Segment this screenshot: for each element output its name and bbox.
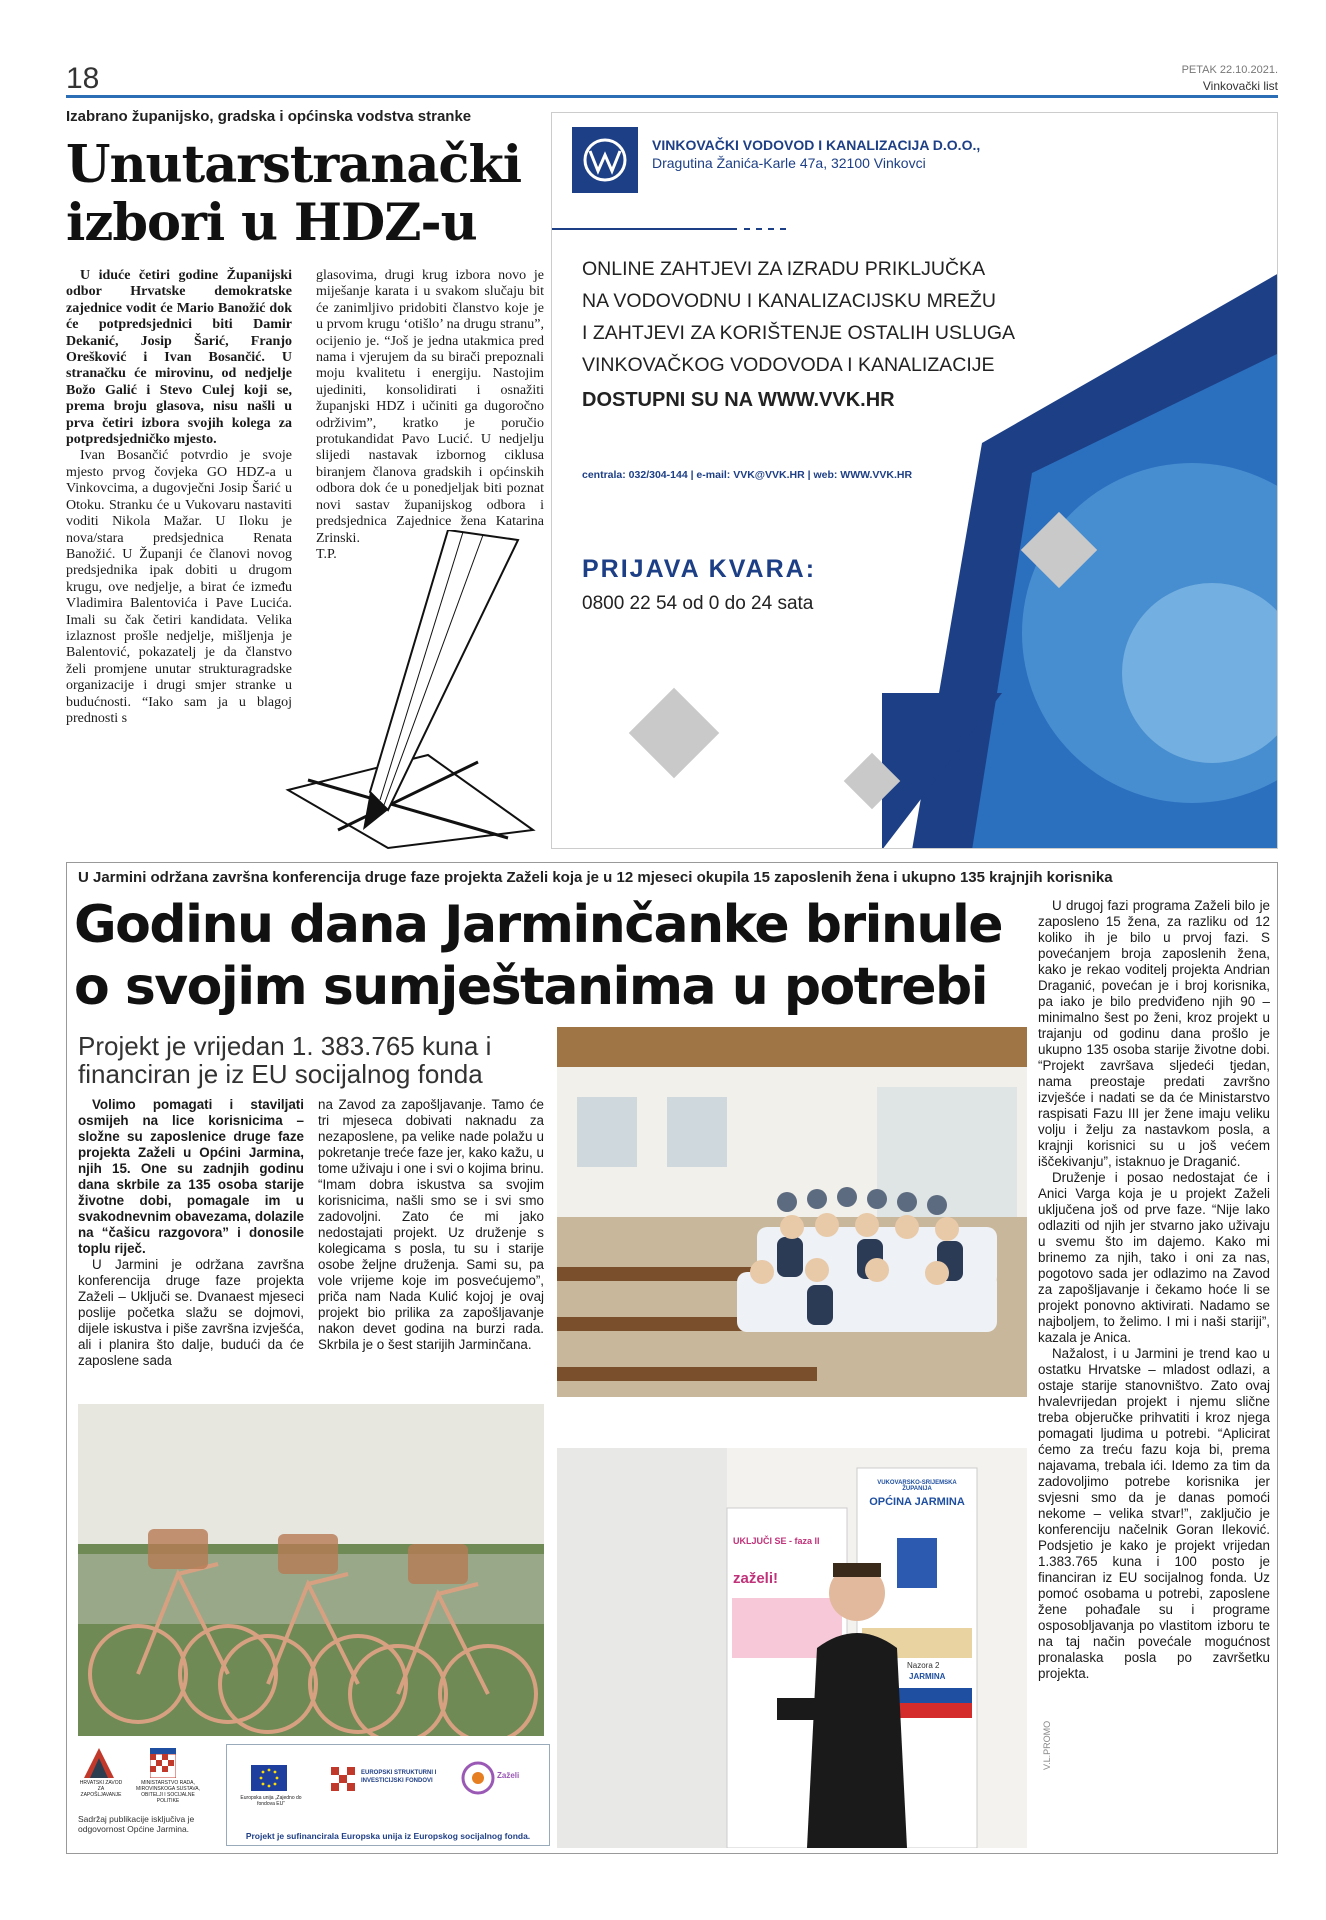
article2-column-1: [78, 1097, 304, 1369]
article1-lead: U iduće četiri godine Županijski odbor Hrvatske demokratske zajednice vodit će Mario Banožić dok će potpredsjednici biti Damir Dekanić, Josip Šarić, Franjo Orešković i Ivan Bosančić. U stranačku će mirovinu, od nedjelje Božo Galić i Stevo Culej koji se, prema broju glasova, nisu našli u prva četiri izbora svojih kolega za potpredsjedničko mjesto.: [66, 268, 292, 448]
vvk-company: VINKOVAČKI VODOVOD I KANALIZACIJA D.O.O.,: [652, 137, 981, 153]
speaker-photo: [557, 1448, 1027, 1848]
vvk-cta[interactable]: DOSTUPNI SU NA WWW.VVK.HR: [582, 389, 895, 411]
article1-body-1: Ivan Bosančić potvrdio je svoje mjesto prvog čovjeka GO HDZ-a u Vinkovcima, a dugovječni Josip Šarić u Otoku. Stranku će u Vukovaru nastaviti voditi Nikola Mažar. U Iloku je nova/stara predsjednica Renata Banožić. U Županji će članovi novog predsjednika ipak dobiti u drugom krugu, ove nedjelje, a birat će između Vladimira Balentovića i Pave Lucića. Imali su čak četiri kandidata. Velika izlaznost prošle nedjelje, mišljenja je Balentović, pokazatelj je da članstvo želi promjene unutar strukturagradske organizacije i drugi smjer stranke u budućnosti. “Iako sam ja u blagoj prednosti s: [66, 448, 292, 726]
article2-title: Godinu dana Jarminčanke brinule o svojim sumještanima u potrebi: [74, 895, 1003, 1017]
article2-lead: Volimo pomagati i staviljati osmijeh na lice korisnicima – složne su zaposlenice druge faze projekta Zaželi u Općini Jarmina, njih 15. One su zadnjih godinu dana skrbile za 135 osoba starije životne dobi, pomagale im u svakodnevnim obavezama, dolazile na “čašicu razgovora” i donosile toplu riječ.: [78, 1097, 304, 1256]
zazeli-label: Zaželi: [497, 1771, 520, 1780]
esif-label: EUROPSKI STRUKTURNI I INVESTICIJSKI FONDOVI: [361, 1770, 437, 1784]
vvk-report-phone: 0800 22 54 od 0 do 24 sata: [582, 593, 814, 614]
eu-funding-box: [226, 1744, 550, 1846]
poster-municipality: OPĆINA JARMINA: [869, 1496, 965, 1508]
poster-town: JARMINA: [909, 1672, 946, 1681]
croatia-coat-of-arms-icon: [150, 1748, 176, 1778]
header-rule: [66, 95, 1278, 98]
vvk-contacts: centrala: 032/304-144 | e-mail: VVK@VVK.HR | web: WWW.VVK.HR: [582, 469, 913, 481]
article2-subtitle: Projekt je vrijedan 1. 383.765 kuna i financiran je iz EU socijalnog fonda: [78, 1031, 492, 1089]
hzz-logo-icon: [84, 1748, 114, 1778]
article1-kicker: Izabrano županijsko, gradska i općinska vodstva stranke: [66, 108, 472, 125]
poster-address: Nazora 2: [907, 1661, 940, 1670]
vvk-logo-icon: [572, 127, 638, 193]
disclaimer: Sadržaj publikacije isključiva je odgovornost Općine Jarmina.: [78, 1814, 195, 1834]
vvk-report-title: PRIJAVA KVARA:: [582, 555, 817, 583]
ministry-label: MINISTARSTVO RADA, MIROVINSKOGA SUSTAVA, OBITELJI I SOCIJALNE POLITIKE: [136, 1780, 200, 1804]
poster-county: VUKOVARSKO-SRIJEMSKA ŽUPANIJA: [877, 1480, 957, 1492]
article2-kicker: U Jarmini održana završna konferencija druge faze projekta Zaželi koja je u 12 mjeseci okupila 15 zaposlenih žena i ukupno 135 krajnjih korisnika: [78, 869, 1113, 886]
bicycles-photo: [78, 1404, 544, 1736]
article1-signature: T.P.: [316, 546, 337, 562]
ballot-pencil-illustration: [278, 530, 548, 850]
vvk-services: ONLINE ZAHTJEVI ZA IZRADU PRIKLJUČKA NA VODOVODNU I KANALIZACIJSKU MREŽU I ZAHTJEVI ZA KORIŠTENJE OSTALIH USLUGA VINKOVAČKOG VODOVODA I KANALIZACIJE: [582, 258, 1016, 376]
article2-p2: U Jarmini je održana završna konferencija druge faze projekta Zaželi – Uključi se. Dvanaest mjeseci poslije početka slažu se dojmovi, dijele iskustva i piše završna izvješća, ali i planira što dalje, budući da će zaposlene sada: [78, 1257, 304, 1368]
photo-credit: V.L.PROMO: [1042, 1720, 1052, 1770]
article2-p4: U drugoj fazi programa Zaželi bilo je zaposleno 15 žena, za razliku od 12 koliko ih je bilo u prvoj fazi. S povećanjem broja zaposlenih žena, kako je rekao voditelj projekta Andrian Draganić, povećan je i broj korisnika, pa iako je bilo predviđeno njih 90 – minimalno šest po ženi, kroz projekt u trajanju od godinu dana prošlo je ukupno 135 osoba starije životne dobi. “Projekt završava sljedeći tjedan, nama preostaje predati završno izvješće i nadati se da će Ministarstvo raspisati Fazu III jer žene imaju veliku volju i želju za nastavkom posla, a krajnji korisnici su u još većem iščekivanju”, istaknuo je Draganić.: [1038, 898, 1270, 1169]
article2-p3: na Zavod za zapošljavanje. Tamo će tri mjeseca dobivati naknadu za nezaposlene, pa velike nade polažu u pokretanje treće faze jer, kako kažu, u tome uživaju i one i svi o kojima brinu. “Imam dobra iskustva sa svojim korisnicima, našli smo se i svi smo zadovoljni. Zato će mi jako nedostajati projekt. Uz druženje s kolegicama s posla, tu su i starije osobe željne druženja. Sami su, pa vole vrijeme koje im posvećujemo”, priča nam Nada Kulić kojoj je ovaj projekt bio prilika za zapošljavanje nakon devet godina na burzi rada. Skrbila je o šest starijih Jarminčana.: [318, 1097, 544, 1352]
newspaper-name: Vinkovački list: [1202, 79, 1278, 93]
funding-note: Projekt je sufinancirala Europska unija iz Europskog socijalnog fonda.: [245, 1831, 531, 1841]
esif-logo-icon: [331, 1767, 357, 1793]
article1-column-1: [66, 268, 292, 727]
hzz-label: HRVATSKI ZAVOD ZA ZAPOŠLJAVANJE: [79, 1780, 123, 1798]
eu-flag-icon: [251, 1765, 287, 1791]
article2-p6: Nažalost, i u Jarmini je trend kao u ostatku Hrvatske – mladost odlazi, a ostaje starije stanovništvo. Zato ovaj hvalevrijedan projekt i njemu slične treba objeručke prihvatiti i kroz njega pomagati ljudima u potrebi. “Aplicirat ćemo za treću fazu koja bi, prema najavama, trebala ići. Idemo za tim da zadovoljimo potrebe korisnika jer svjesni smo da je danas pomoći nekome – velika stvar!”, zaključio je konferenciju načelnik Goran Ileković. Podsjetio je kako je projekt vrijedan 1.383.765 kuna i 100 posto je financiran iz EU socijalnog fonda. Uz pomoć osobama u potrebi, zaposlene žene pohađale su i programe osposobljavanja po vlastitom izboru te na taj način povećale mogućnost pronalaska posla po završetku projekta.: [1038, 1346, 1270, 1681]
zazeli-logo-icon: [461, 1761, 495, 1795]
vvk-advertisement: [551, 112, 1278, 849]
article1-column-2: [316, 268, 544, 563]
page-number: 18: [66, 62, 100, 95]
poster-brand: zaželi!: [733, 1570, 779, 1587]
article1-title: Unutarstranački izbori u HDZ-u: [66, 135, 522, 253]
article1-body-2: glasovima, drugi krug izbora novo je miješanje karata i u svakom slučaju bit će zanimljivo pridobiti članstvo koje je u prvom krugu ‘otišlo’ na drugu stranu”, ocijenio je. “Još je jedna utakmica pred nama i vjerujem da su birači prepoznali moju kvalitetu i energiju. Nastojim ujediniti, konsolidirati i osnažiti županjski HDZ i učiniti ga dugoročno održivim”, kratko je poručio protukandidat Pavo Lucić. U nedjelju slijedi nastavak izbornog ciklusa biranjem članova gradskih i općinskih odbora dok će u ponedjeljak biti poznat novi sastav županijskog odbora i predsjednica Zajednice žena Katarina Zrinski.: [316, 268, 544, 546]
conference-photo: [557, 1027, 1027, 1397]
issue-date: PETAK 22.10.2021.: [1181, 64, 1278, 76]
article2-column-2: [318, 1097, 544, 1353]
article2-column-3: [1038, 898, 1270, 1682]
article2-p5: Druženje i posao nedostajat će i Anici Varga koja je u projekt Zaželi uključena još od prve faze. “Nije lako odlaziti od njih jer stvarno jako uživaju u svemu što im dajemo. Kako mi brinemo za njih, tako i oni za nas, pogotovo sada jer odlazimo na Zavod za zapošljavanje i čekamo hoće li se projekt ponovno aktivirati. Nadamo se najboljem, to želimo. I mi i naši stariji”, kazala je Anica.: [1038, 1170, 1270, 1345]
vvk-address: Dragutina Žanića-Karle 47a, 32100 Vinkovci: [652, 155, 926, 171]
eu-label: Europska unija „Zajedno do fondova EU“: [240, 1795, 302, 1807]
funding-logos: [78, 1744, 554, 1848]
poster-zazeli-title: UKLJUČI SE - faza II: [733, 1536, 820, 1546]
